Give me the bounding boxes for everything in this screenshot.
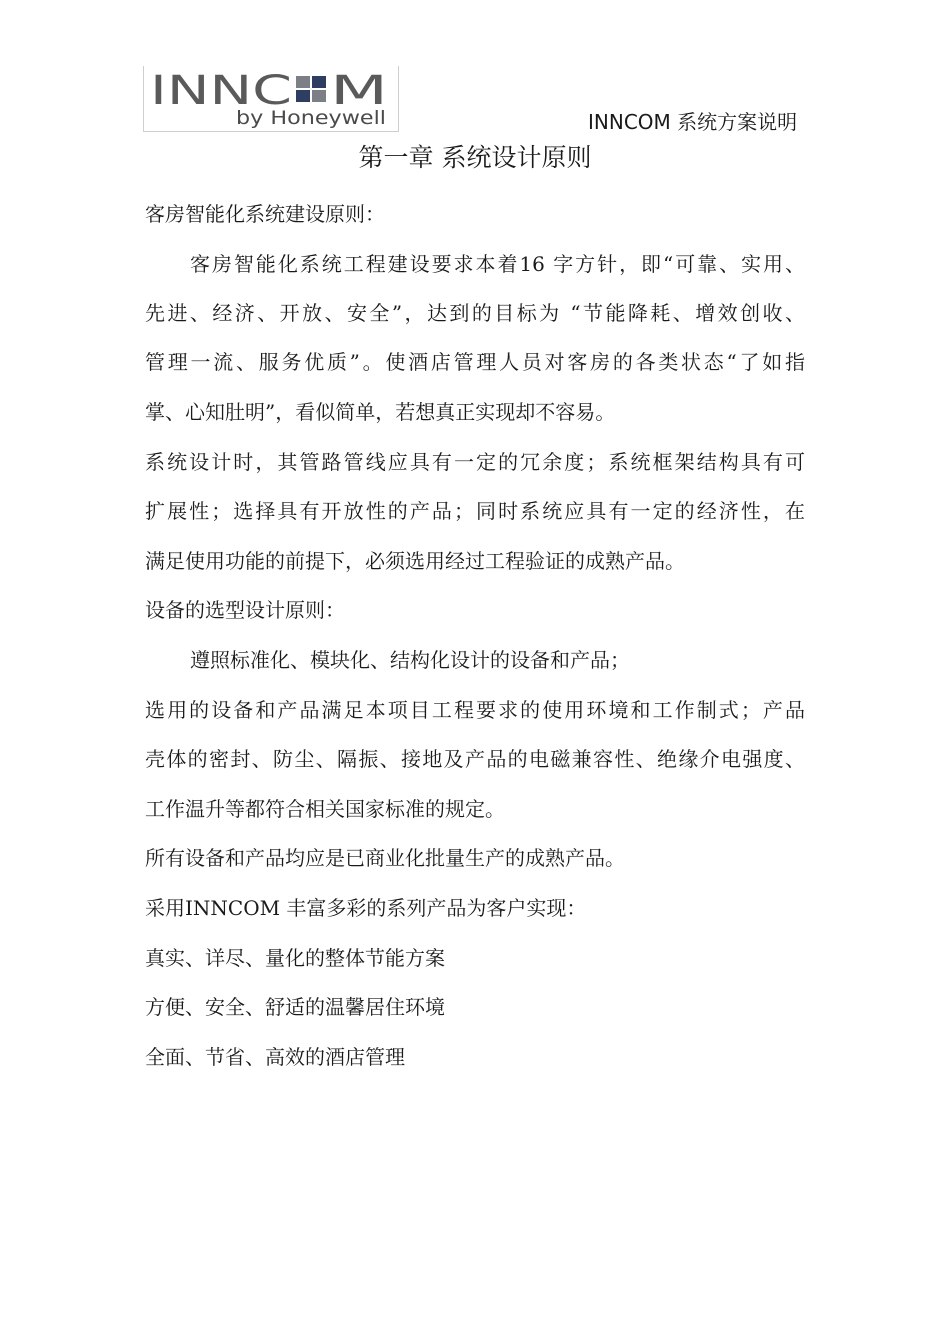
chapter-title: 第一章 系统设计原则 <box>358 143 592 172</box>
paragraph-line: 采用INNCOM 丰富多彩的系列产品为客户实现： <box>145 896 587 920</box>
logo-graphic <box>144 66 400 132</box>
document-header-label: INNCOM 系统方案说明 <box>588 110 798 134</box>
inncom-honeywell-logo <box>143 66 399 132</box>
logo-tagline: by Honeywell <box>236 107 386 129</box>
paragraph-line: 工作温升等都符合相关国家标准的规定。 <box>145 797 505 821</box>
paragraph-line: 满足使用功能的前提下，必须选用经过工程验证的成熟产品。 <box>145 549 685 573</box>
logo-squares-icon <box>296 76 326 102</box>
paragraph-line: 壳体的密封、防尘、隔振、接地及产品的电磁兼容性、绝缘介电强度、 <box>145 747 805 771</box>
paragraph-line: 全面、节省、高效的酒店管理 <box>145 1045 405 1069</box>
paragraph-line: 系统设计时，其管路管线应具有一定的冗余度；系统框架结构具有可 <box>145 450 805 474</box>
paragraph-line: 客房智能化系统工程建设要求本着16 字方针，即“可靠、实用、 <box>190 252 805 276</box>
paragraph-line: 管理一流、服务优质”。使酒店管理人员对客房的各类状态“了如指 <box>145 350 805 374</box>
paragraph-line: 客房智能化系统建设原则： <box>145 202 385 226</box>
paragraph-line: 选用的设备和产品满足本项目工程要求的使用环境和工作制式；产品 <box>145 698 805 722</box>
paragraph-line: 设备的选型设计原则： <box>145 598 345 622</box>
paragraph-line: 掌、心知肚明”，看似简单，若想真正实现却不容易。 <box>145 400 616 424</box>
paragraph-line: 先进、经济、开放、安全”，达到的目标为 “节能降耗、增效创收、 <box>145 301 805 325</box>
logo-wordmark-left: INNC <box>150 68 292 114</box>
paragraph-line: 遵照标准化、模块化、结构化设计的设备和产品； <box>190 648 630 672</box>
logo-wordmark-right: M <box>330 68 388 114</box>
paragraph-line: 扩展性；选择具有开放性的产品；同时系统应具有一定的经济性，在 <box>145 499 805 523</box>
paragraph-line: 所有设备和产品均应是已商业化批量生产的成熟产品。 <box>145 846 625 870</box>
paragraph-line: 方便、安全、舒适的温馨居住环境 <box>145 995 445 1019</box>
paragraph-line: 真实、详尽、量化的整体节能方案 <box>145 946 445 970</box>
